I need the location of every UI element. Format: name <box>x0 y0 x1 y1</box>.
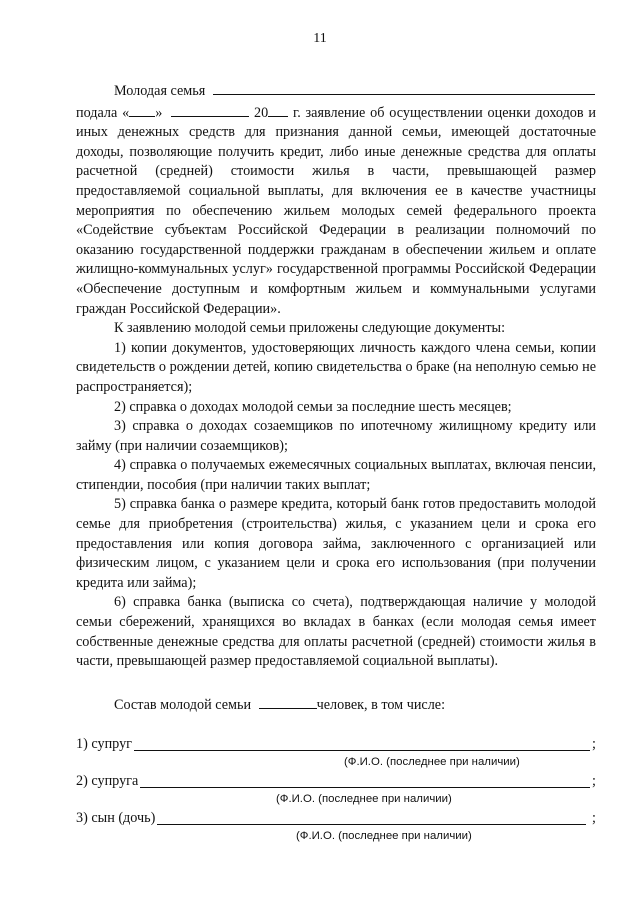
doc-item-2: 2) справка о доходах молодой семьи за последние шесть месяцев; <box>114 398 512 415</box>
doc-item-5: 5) справка банка о размере кредита, который банк готов предоставить молодой семье для приобретения (строительства) жилья, с указанием цели и срока его предоставления или копия договора займа, заключенного с организацией или физическим лицом, с указанием цели и срока его использования (при получении кредита или займа); <box>76 496 596 591</box>
member-label: 3) сын (дочь) <box>76 809 156 826</box>
member-hint: (Ф.И.О. (последнее при наличии) <box>276 793 452 806</box>
month-blank[interactable] <box>171 102 249 117</box>
doc-item-1: 1) копии документов, удостоверяющих личность каждого члена семьи, копии свидетельств о рождении детей, копию свидетельства о браке (на неполную семью не распространяется); <box>76 339 596 395</box>
member-name-blank[interactable] <box>157 824 586 825</box>
doc-item-3: 3) справка о доходах созаемщиков по ипотечному жилищному кредиту или займу (при наличии созаемщиков); <box>76 418 596 454</box>
year-blank[interactable] <box>268 102 288 117</box>
member-line-3: 3) сын (дочь) ; <box>76 809 596 828</box>
intro-paragraph: подала « » 20 г. заявление об осуществлении оценки доходов и иных денежных средств для признания данной семьи, имеющей достаточные доходы, позволяющие получить кредит, либо иные денежные средства для оплаты расчетной (средней) стоимости жилья в части, превышающей размер предоставляемой социальной выплаты, для включения ее в качестве участницы мероприятия по обеспечению жильем молодых семей федерального проекта «Содействие субъектам Российской Федерации в реализации полномочий по оказанию государственной поддержки гражданам в обеспечении жильем и оплате жилищно-коммунальных услуг» государственной программы Российской Федерации «Обеспечение доступным и комфортным жильем и коммунальными услугами граждан Российской Федерации». <box>76 102 596 320</box>
family-composition: Состав молодой семьи человек, в том числе: <box>76 694 596 716</box>
member-line-1: 1) супруг ; <box>76 735 596 754</box>
page-number: 11 <box>313 31 327 46</box>
intro-lead: Молодая семья <box>114 83 206 99</box>
member-name-blank[interactable] <box>140 787 590 788</box>
member-name-blank[interactable] <box>134 750 590 751</box>
member-count-blank[interactable] <box>259 694 317 709</box>
intro-line-1 <box>76 80 596 102</box>
doc-item-6: 6) справка банка (выписка со счета), подтверждающая наличие у молодой семьи сбережений, хранящихся во вкладах в банках (если молодая семья имеет собственные денежные средства для оплаты расчетной (средней) стоимости жилья в части, превышающей размер предоставляемой социальной выплаты). <box>76 594 596 670</box>
member-hint: (Ф.И.О. (последнее при наличии) <box>296 830 472 843</box>
doc-item-4: 4) справка о получаемых ежемесячных социальных выплатах, включая пенсии, стипендии, пособия (при наличии таких выплат; <box>76 457 596 493</box>
document-body <box>76 80 596 843</box>
day-blank[interactable] <box>129 102 155 117</box>
docs-heading: К заявлению молодой семьи приложены следующие документы: <box>114 320 506 337</box>
member-hint: (Ф.И.О. (последнее при наличии) <box>344 756 520 769</box>
family-name-blank[interactable] <box>213 80 595 95</box>
member-line-2: 2) супруга ; <box>76 772 596 791</box>
member-label: 1) супруг <box>76 735 132 752</box>
member-label: 2) супруга <box>76 772 139 789</box>
